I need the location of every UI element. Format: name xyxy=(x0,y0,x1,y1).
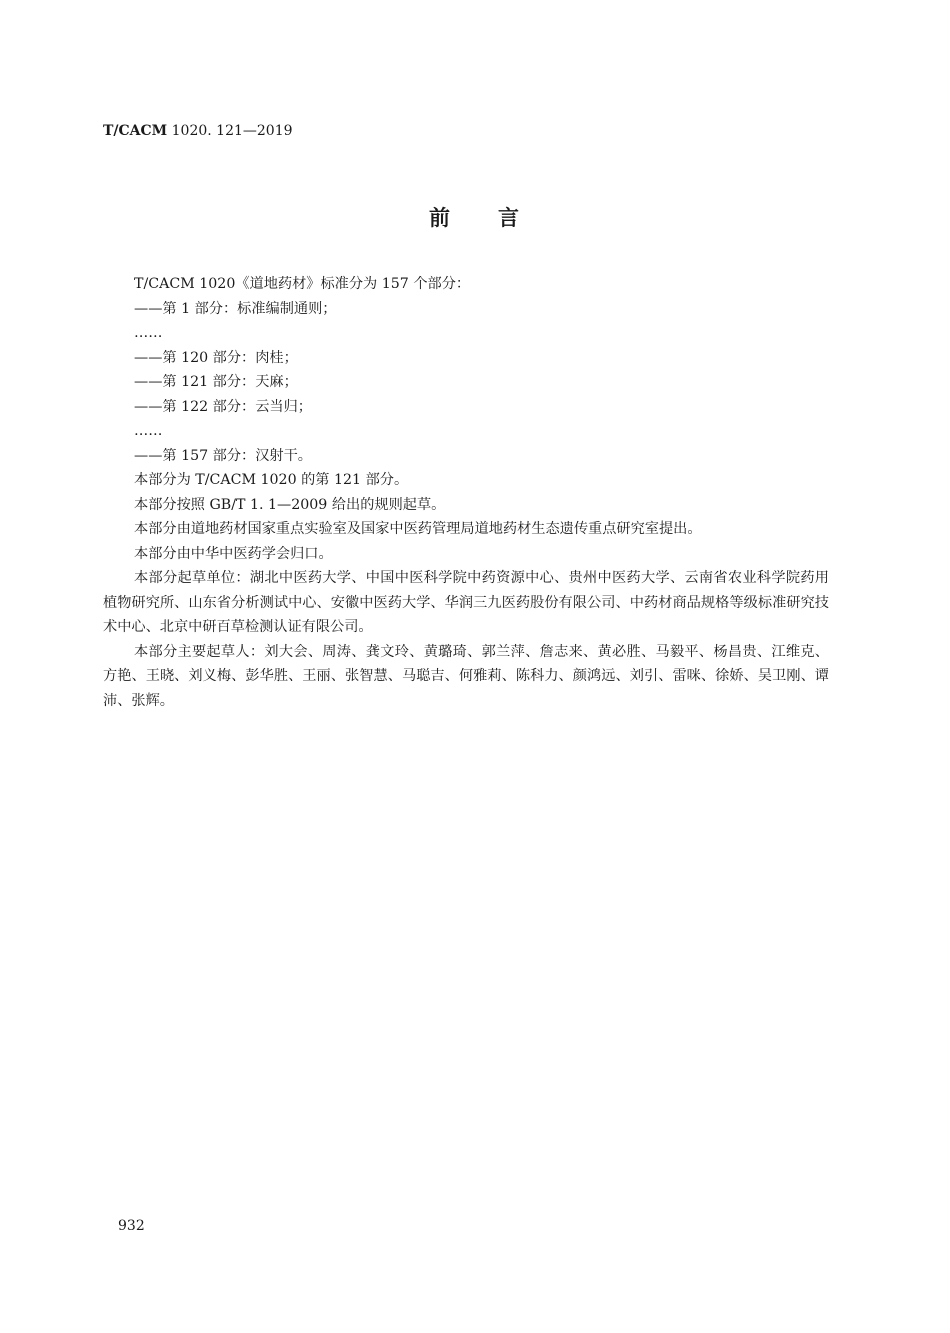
section-title-char-2: 言 xyxy=(498,205,521,230)
paragraph: ——第 1 部分：标准编制通则； xyxy=(134,300,337,317)
standard-number: 1020. 121—2019 xyxy=(171,123,293,139)
paragraph: ——第 157 部分：汉射干。 xyxy=(134,447,312,464)
foreword-body xyxy=(103,272,829,713)
page-number: 932 xyxy=(118,1218,145,1234)
paragraph: 本部分为 T/CACM 1020 的第 121 部分。 xyxy=(134,472,409,488)
standard-prefix: T/CACM xyxy=(103,123,168,139)
paragraph: 本部分主要起草人：刘大会、周涛、龚文玲、黄璐琦、郭兰萍、詹志来、黄必胜、马毅平、杨昌贵、江维克、方艳、王晓、刘义梅、彭华胜、王丽、张智慧、马聪吉、何雅莉、陈科力、颜鸿远、刘引、雷咪、徐娇、吴卫刚、谭沛、张辉。 xyxy=(103,643,829,709)
paragraph: …… xyxy=(134,325,163,341)
paragraph: T/CACM 1020《道地药材》标准分为 157 个部分： xyxy=(134,276,471,292)
paragraph: 本部分按照 GB/T 1. 1—2009 给出的规则起草。 xyxy=(134,496,446,513)
section-title-char-1: 前 xyxy=(429,205,452,230)
paragraph: ——第 121 部分：天麻； xyxy=(134,374,298,390)
paragraph: 本部分由中华中医药学会归口。 xyxy=(134,545,333,562)
paragraph: ——第 122 部分：云当归； xyxy=(134,398,312,415)
section-title xyxy=(0,204,950,232)
paragraph: …… xyxy=(134,423,163,439)
paragraph: 本部分由道地药材国家重点实验室及国家中医药管理局道地药材生态遗传重点研究室提出。 xyxy=(134,521,702,537)
paragraph: ——第 120 部分：肉桂； xyxy=(134,349,298,366)
standard-number-header xyxy=(103,121,293,141)
paragraph: 本部分起草单位：湖北中医药大学、中国中医科学院中药资源中心、贵州中医药大学、云南省农业科学院药用植物研究所、山东省分析测试中心、安徽中医药大学、华润三九医药股份有限公司、中药材商品规格等级标准研究技术中心、北京中研百草检测认证有限公司。 xyxy=(103,570,829,635)
